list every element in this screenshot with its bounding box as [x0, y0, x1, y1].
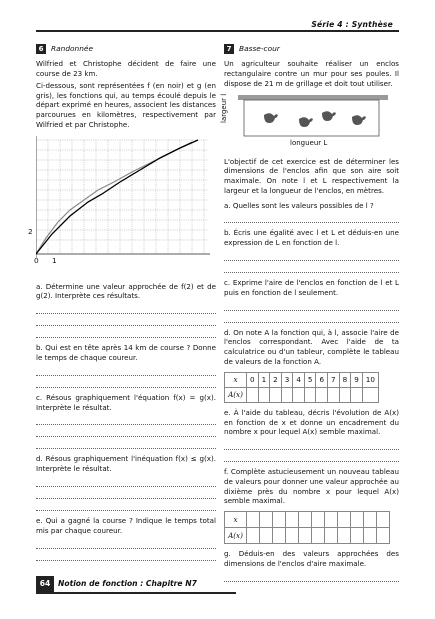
question-6d: d. Résous graphiquement l'inéquation f(x) ≤ g(x). Interprète le résultat.	[36, 454, 216, 474]
answer-line[interactable]	[36, 377, 216, 388]
table-cell: 2	[270, 372, 282, 387]
answer-line[interactable]	[224, 439, 399, 450]
table-input-cell[interactable]	[377, 512, 390, 528]
y-tick-2: 2	[28, 226, 33, 236]
exercise-7-number: 7	[224, 44, 234, 54]
largeur-label: largeur l	[220, 93, 228, 123]
question-6a: a. Détermine une valeur approchée de f(2) et de g(2). Interprète ces résultats.	[36, 281, 216, 301]
exercise-6	[28, 44, 216, 562]
answer-line[interactable]	[224, 250, 399, 261]
table-cell: 8	[339, 372, 351, 387]
question-7g: g. Déduis-en des valeurs approchées des dimensions de l'enclos d'aire maximale.	[224, 549, 399, 568]
table-cell: 4	[293, 372, 305, 387]
table-row	[225, 528, 390, 544]
longueur-label: longueur L	[290, 138, 328, 147]
answer-line[interactable]	[224, 571, 399, 582]
table-input-cell[interactable]	[286, 528, 299, 544]
answer-line[interactable]	[36, 488, 216, 499]
page-footer	[36, 576, 236, 594]
answer-line[interactable]	[36, 500, 216, 511]
question-7a: a. Quelles sont les valeurs possibles de l ?	[224, 200, 374, 210]
table-input-cell[interactable]	[364, 528, 377, 544]
table-input-cell[interactable]	[304, 387, 316, 402]
answer-line[interactable]	[36, 327, 216, 338]
table-input-cell[interactable]	[286, 512, 299, 528]
table-input-cell[interactable]	[299, 512, 312, 528]
table-input-cell[interactable]	[273, 528, 286, 544]
header-rule	[36, 30, 399, 32]
exercise-6-intro: Wilfried et Christophe décident de faire une course de 23 km.	[36, 59, 216, 78]
answer-line[interactable]	[36, 426, 216, 437]
table-row	[225, 372, 379, 387]
exercise-6-number: 6	[36, 44, 46, 54]
enclosure-figure	[220, 93, 399, 155]
question-7b: b. Écris une égalité avec l et L et déduis-en une expression de L en fonction de l.	[224, 228, 399, 248]
table-input-cell[interactable]	[338, 512, 351, 528]
table-input-cell[interactable]	[312, 528, 325, 544]
exercise-7	[220, 44, 399, 583]
answer-line[interactable]	[36, 365, 216, 376]
table-input-cell[interactable]	[351, 528, 364, 544]
table-input-cell[interactable]	[312, 512, 325, 528]
exercise-6-title: Randonnée	[51, 44, 94, 53]
header-title: Série 4 : Synthèse	[311, 20, 393, 29]
table-input-cell[interactable]	[362, 387, 378, 402]
curve-g	[36, 142, 192, 254]
answer-line[interactable]	[224, 212, 399, 223]
table-head-ax: A(x)	[225, 528, 247, 544]
table-cell: 6	[316, 372, 328, 387]
exercise-7-title: Basse-cour	[239, 44, 280, 53]
table-row	[225, 387, 379, 402]
table-input-cell[interactable]	[339, 387, 351, 402]
footer-chapter: Notion de fonction : Chapitre N7	[58, 579, 197, 588]
answer-line[interactable]	[224, 312, 399, 323]
x-tick-0: 0	[34, 255, 39, 265]
distance-graph	[28, 134, 216, 270]
question-6b: b. Qui est en tête après 14 km de course ? Donne le temps de chaque coureur.	[36, 343, 216, 363]
page-number: 64	[36, 576, 54, 592]
exercise-7-intro: Un agriculteur souhaite réaliser un enclos rectangulaire contre un mur pour ses poules. Il dispose de 21 m de grillage et doit tout utiliser.	[224, 59, 399, 88]
table-cell: 3	[281, 372, 293, 387]
table-cell: 5	[304, 372, 316, 387]
answer-line[interactable]	[36, 438, 216, 449]
exercise-7-heading	[224, 44, 399, 54]
table-input-cell[interactable]	[299, 528, 312, 544]
table-head-x: x	[225, 372, 247, 387]
question-7e: e. À l'aide du tableau, décris l'évolution de A(x) en fonction de x et donne un encadrement du nombre x pour lequel A(x) semble maximal.	[224, 407, 399, 437]
exercise-6-heading	[36, 44, 216, 54]
answer-line[interactable]	[36, 550, 216, 561]
answer-line[interactable]	[224, 300, 399, 311]
table-input-cell[interactable]	[316, 387, 328, 402]
answer-line[interactable]	[36, 315, 216, 326]
answer-line[interactable]	[36, 303, 216, 314]
exercise-6-intro2: Ci-dessous, sont représentées f (en noir) et g (en gris), les fonctions qui, au temps écoulé depuis le départ exprimé en heures, associent les distances parcourues en kilomètres, respectivement par Wilfried et par Christophe.	[36, 80, 216, 129]
values-table-2	[224, 511, 390, 544]
answer-line[interactable]	[224, 451, 399, 462]
table-input-cell[interactable]	[328, 387, 340, 402]
graph-grid	[36, 140, 208, 254]
table-cell: 10	[362, 372, 378, 387]
table-input-cell[interactable]	[247, 387, 259, 402]
table-input-cell[interactable]	[325, 512, 338, 528]
table-input-cell[interactable]	[260, 512, 273, 528]
table-input-cell[interactable]	[270, 387, 282, 402]
answer-line[interactable]	[36, 414, 216, 425]
question-6c: c. Résous graphiquement l'équation f(x) = g(x). Interprète le résultat.	[36, 392, 216, 412]
table-cell: 9	[351, 372, 363, 387]
table-input-cell[interactable]	[325, 528, 338, 544]
answer-line[interactable]	[36, 476, 216, 487]
page-header	[36, 14, 399, 34]
table-head-x: x	[225, 512, 247, 528]
table-cell: 0	[247, 372, 259, 387]
table-head-ax: A(x)	[225, 387, 247, 402]
table-cell: 7	[328, 372, 340, 387]
table-input-cell[interactable]	[364, 512, 377, 528]
distance-graph-svg	[36, 134, 216, 270]
question-7c: c. Exprime l'aire de l'enclos en fonction de l et L puis en fonction de l seulement.	[224, 278, 399, 297]
curve-f	[36, 140, 198, 254]
wall	[238, 95, 388, 100]
x-tick-1: 1	[52, 255, 57, 265]
question-7d: d. On note A la fonction qui, à l, associe l'aire de l'enclos correspondant. Avec l'aide de ta calculatrice ou d'un tableur, complète le tableau de valeurs de la fonction A.	[224, 327, 399, 366]
answer-line[interactable]	[224, 262, 399, 273]
table-input-cell[interactable]	[351, 387, 363, 402]
answer-line[interactable]	[36, 538, 216, 549]
table-row	[225, 512, 390, 528]
table-input-cell[interactable]	[260, 528, 273, 544]
table-input-cell[interactable]	[351, 512, 364, 528]
table-input-cell[interactable]	[273, 512, 286, 528]
footer-rule	[36, 592, 236, 594]
table-input-cell[interactable]	[293, 387, 305, 402]
exercise-7-intro2: L'objectif de cet exercice est de déterminer les dimensions de l'enclos afin que son aire soit maximale. On note l et L respectivement la largeur et la longueur de l'enclos, en mètres.	[224, 156, 399, 195]
table-input-cell[interactable]	[281, 387, 293, 402]
table-input-cell[interactable]	[258, 387, 270, 402]
table-input-cell[interactable]	[377, 528, 390, 544]
values-table-1	[224, 372, 379, 403]
question-6e: e. Qui a gagné la course ? Indique le temps total mis par chaque coureur.	[36, 515, 216, 535]
table-input-cell[interactable]	[247, 528, 260, 544]
table-cell: 1	[258, 372, 270, 387]
question-7f: f. Complète astucieusement un nouveau tableau de valeurs pour donner une valeur approchée au dixième près du nombre x pour lequel A(x) semble maximal.	[224, 467, 399, 506]
table-input-cell[interactable]	[247, 512, 260, 528]
table-input-cell[interactable]	[338, 528, 351, 544]
